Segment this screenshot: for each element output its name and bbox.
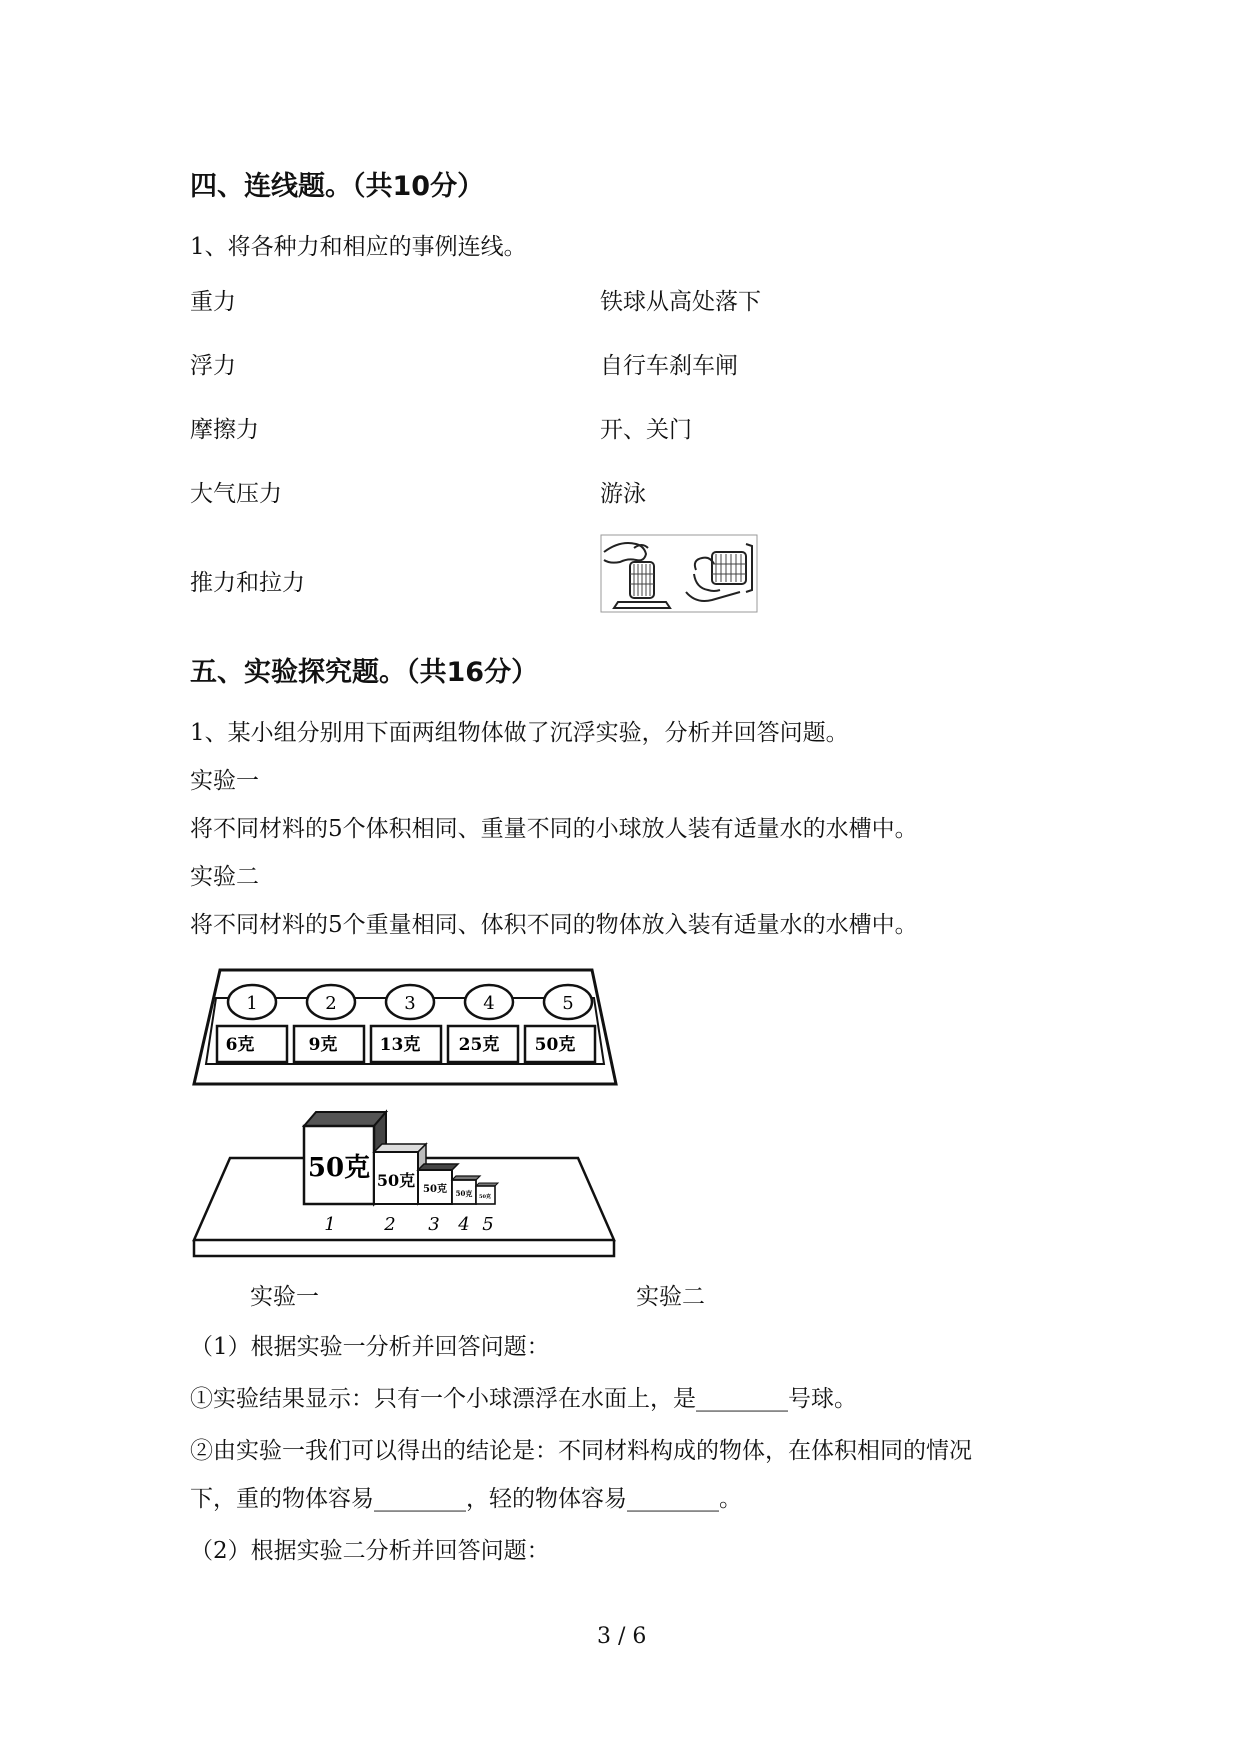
jar-lid-twist-icon xyxy=(600,534,760,614)
force-item: 推力和拉力 xyxy=(190,570,305,596)
sub-question-2: （2）根据实验二分析并回答问题： xyxy=(190,1538,550,1564)
block-number: 4 xyxy=(458,1214,470,1235)
example-item: 自行车刹车闸 xyxy=(600,353,738,379)
block-number: 3 xyxy=(428,1214,440,1235)
ball-number: 1 xyxy=(246,993,258,1014)
block-label: 50克 xyxy=(376,1171,416,1190)
experiment-1-description: 将不同材料的5个体积相同、重量不同的小球放人装有适量水的水槽中。 xyxy=(190,816,918,842)
question-5-1: 1、某小组分别用下面两组物体做了沉浮实验，分析并回答问题。 xyxy=(190,720,849,746)
block-number: 2 xyxy=(384,1214,396,1235)
section-5-title: 五、实验探究题。（共16分） xyxy=(190,657,539,688)
sub-question-1b-line2: 下，重的物体容易________，轻的物体容易________。 xyxy=(190,1486,742,1512)
force-item: 浮力 xyxy=(190,353,236,379)
figure-caption-1: 实验一 xyxy=(250,1284,319,1310)
block-number: 1 xyxy=(324,1214,336,1235)
weight-label: 13克 xyxy=(379,1035,421,1055)
weight-label: 25克 xyxy=(458,1035,500,1055)
experiment-1-label: 实验一 xyxy=(190,768,259,794)
experiment-2-figure xyxy=(190,1110,620,1270)
force-item: 摩擦力 xyxy=(190,417,259,443)
experiment-1-figure xyxy=(190,968,620,1096)
weight-label: 9克 xyxy=(308,1035,338,1055)
figure-caption-2: 实验二 xyxy=(636,1284,705,1310)
section-4-title: 四、连线题。（共10分） xyxy=(190,171,485,202)
block-label: 50克 xyxy=(307,1153,371,1183)
force-item: 重力 xyxy=(190,289,236,315)
example-item: 游泳 xyxy=(600,481,646,507)
ball-number: 4 xyxy=(483,993,495,1014)
block-number: 5 xyxy=(482,1214,494,1235)
block-label: 50克 xyxy=(479,1194,491,1200)
page-number: 3 / 6 xyxy=(597,1624,647,1649)
weight-label: 50克 xyxy=(534,1035,576,1055)
sub-question-1a: ①实验结果显示：只有一个小球漂浮在水面上，是________号球。 xyxy=(190,1386,857,1412)
question-4-1: 1、将各种力和相应的事例连线。 xyxy=(190,234,527,260)
block-label: 50克 xyxy=(455,1189,473,1198)
ball-number: 3 xyxy=(404,993,416,1014)
experiment-2-label: 实验二 xyxy=(190,864,259,890)
sub-question-1b-line1: ②由实验一我们可以得出的结论是：不同材料构成的物体，在体积相同的情况 xyxy=(190,1438,972,1464)
ball-number: 5 xyxy=(562,993,574,1014)
block-label: 50克 xyxy=(423,1184,447,1195)
experiment-2-description: 将不同材料的5个重量相同、体积不同的物体放入装有适量水的水槽中。 xyxy=(190,912,918,938)
example-item: 开、关门 xyxy=(600,417,692,443)
weight-label: 6克 xyxy=(225,1035,255,1055)
example-item: 铁球从高处落下 xyxy=(600,289,761,315)
force-item: 大气压力 xyxy=(190,481,282,507)
sub-question-1: （1）根据实验一分析并回答问题： xyxy=(190,1334,550,1360)
ball-number: 2 xyxy=(325,993,337,1014)
